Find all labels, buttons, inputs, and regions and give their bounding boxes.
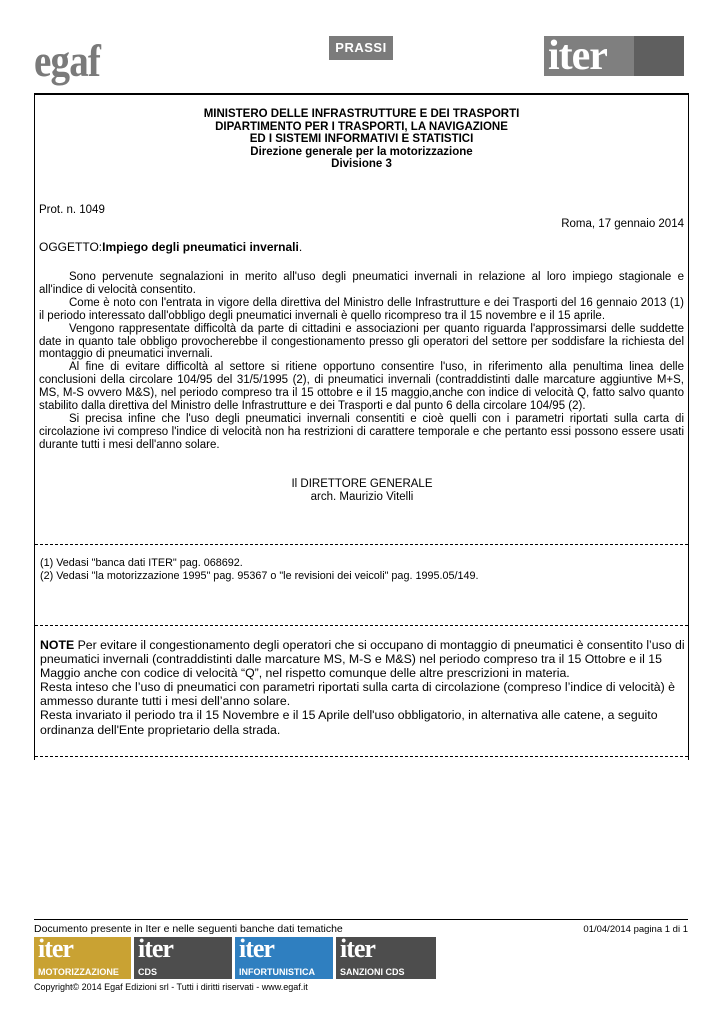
footnotes <box>40 557 479 583</box>
protocol-number: Prot. n. 1049 <box>39 204 105 216</box>
divider-dashed-2 <box>35 625 688 626</box>
letter-body <box>39 269 684 452</box>
egaf-logo: egaf <box>34 35 101 86</box>
subject-text: Impiego degli pneumatici invernali <box>102 240 299 254</box>
ministry-line-5: Divisione 3 <box>331 158 392 170</box>
prassi-badge: PRASSI <box>329 36 393 60</box>
subject-label: OGGETTO: <box>39 240 103 254</box>
divider-dashed-1 <box>35 544 688 545</box>
note-label: NOTE <box>40 638 75 652</box>
subject-line <box>39 240 302 254</box>
footnote-2: (2) Vedasi "la motorizzazione 1995" pag. 95367 o "le revisioni dei veicoli" pag. 1995.05/149. <box>40 569 479 582</box>
paragraph-5: Si precisa infine che l'uso degli pneumatici invernali consentiti e cioè quelli con i parametri riportati sulla carta di circolazione ivi compreso l'indice di velocità non ha restrizioni di carattere temporale e che pertanto essi possono essere usati durante tutti i mesi dell'anno solare. <box>39 412 684 451</box>
signature-name: arch. Maurizio Vitelli <box>310 491 414 503</box>
footnote-1: (1) Vedasi "banca dati ITER" pag. 068692. <box>40 557 243 569</box>
note-paragraph-2: Resta inteso che l’uso di pneumatici con parametri riportati sulla carta di circolazione (compreso l’indice di velocità) è ammesso durante tutti i mesi dell’anno solare. <box>40 680 675 709</box>
ministry-line-1: MINISTERO DELLE INFRASTRUTTURE E DEI TRASPORTI <box>203 108 520 120</box>
banner-sanzioni-cds[interactable] <box>336 934 436 979</box>
note-text-1: Per evitare il congestionamento degli operatori che si occupano di montaggio di pneumatici è consentito l’uso di pneumatici invernali (contraddistinti dalle marcature MS, M-S e M&S) nel periodo compreso tra il 15 Ottobre e il 15 Maggio anche con codice di velocità “Q”, nel rispetto comunque delle altre prescrizioni in materia. <box>40 638 685 681</box>
footer-database-note: Documento presente in Iter e nelle seguenti banche dati tematiche <box>34 923 343 935</box>
frame-top-border <box>34 93 689 95</box>
banner-iter-logo: iter <box>38 934 73 963</box>
footer-page-info: 01/04/2014 pagina 1 di 1 <box>583 924 688 935</box>
ministry-line-2: DIPARTIMENTO PER I TRASPORTI, LA NAVIGAZIONE <box>215 120 508 133</box>
note-paragraph-3: Resta invariato il periodo tra il 15 Novembre e il 15 Aprile dell'uso obbligatorio, in alternativa alle catene, a seguito ordinanza dell'Ente proprietario della strada. <box>40 708 658 737</box>
banner-label: MOTORIZZAZIONE <box>38 967 119 977</box>
document-date: Roma, 17 gennaio 2014 <box>561 218 684 230</box>
banner-label: SANZIONI CDS <box>340 967 405 977</box>
paragraph-2: Come è noto con l'entrata in vigore della direttiva del Ministro delle Infrastrutture e dei Trasporti del 16 gennaio 2013 (1) il periodo interessato dall'obbligo degli pneumatici invernali è quello ricompreso tra il 15 novembre e il 15 aprile. <box>39 296 684 322</box>
banner-iter-logo: iter <box>239 934 274 963</box>
ministry-line-4: Direzione generale per la motorizzazione <box>250 145 473 158</box>
iter-logo <box>544 33 684 79</box>
note-paragraph-1 <box>40 638 685 680</box>
frame-right-border <box>688 95 690 760</box>
subject-end: . <box>298 240 303 254</box>
footer-rule <box>34 919 688 920</box>
banner-cds[interactable] <box>134 934 232 979</box>
divider-dashed-3 <box>35 756 688 757</box>
paragraph-4: Al fine di evitare difficoltà al settore si ritiene opportuno consentire l'uso, in riferimento alla penultima linea delle conclusioni della circolare 104/95 del 31/5/1995 (2), di pneumatici invernali (contraddistinti dalle marcature aggiuntive M+S, MS, M-S ovvero M&S), nel periodo compreso tra il 15 ottobre e il 15 maggio,anche con indice di velocità Q, fatto salvo quanto stabilito dalla direttiva del Ministro delle Infrastrutture e dei Trasporti e dal punto 6 della circolare 104/95 (2). <box>39 361 684 413</box>
banner-motorizzazione[interactable] <box>34 934 131 979</box>
iter-logo-text: iter <box>548 33 607 79</box>
ministry-line-3: ED I SISTEMI INFORMATIVI E STATISTICI <box>249 133 474 145</box>
paragraph-1: Sono pervenute segnalazioni in merito all'uso degli pneumatici invernali in relazione al loro impiego stagionale e all'indice di velocità consentito. <box>39 271 684 296</box>
banner-label: INFORTUNISTICA <box>239 967 315 977</box>
banner-iter-logo: iter <box>340 934 375 963</box>
banner-infortunistica[interactable] <box>235 934 333 979</box>
copyright-notice: Copyright© 2014 Egaf Edizioni srl - Tutti i diritti riservati - www.egaf.it <box>34 982 308 992</box>
banner-iter-logo: iter <box>138 934 173 963</box>
signature-title: Il DIRETTORE GENERALE <box>291 478 433 490</box>
note-section <box>40 638 685 737</box>
paragraph-3: Vengono rappresentate difficoltà da parte di cittadini e associazioni per quanto riguarda l'approssimarsi delle suddette date in quanto tale obbligo provocherebbe il congestionamento presso gli operatori del settore per soddisfare la richiesta del montaggio di pneumatici invernali. <box>39 322 684 361</box>
frame-left-border <box>34 95 36 760</box>
iter-logo-strip <box>634 36 684 76</box>
banner-label: CDS <box>138 967 158 977</box>
ministry-header <box>35 108 688 171</box>
